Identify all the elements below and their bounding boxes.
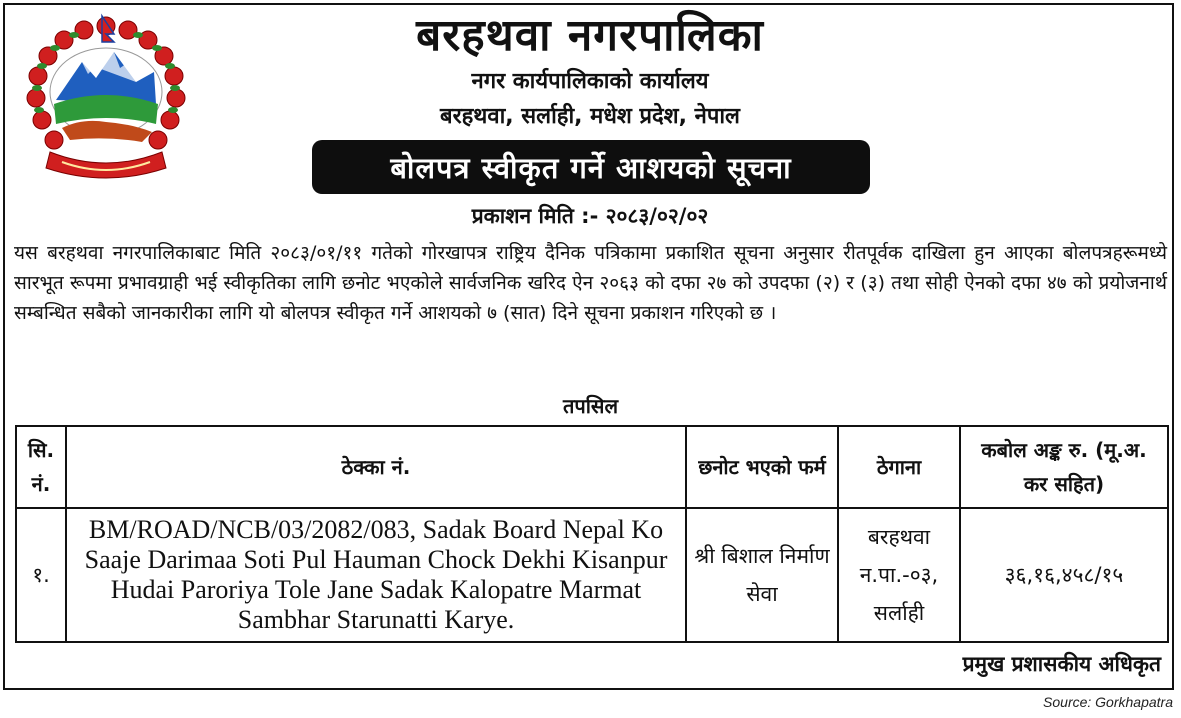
notice-title: बोलपत्र स्वीकृत गर्ने आशयको सूचना [312, 140, 870, 194]
notice-body: यस बरहथवा नगरपालिकाबाट मिति २०८३/०१/११ गतेको गोरखापत्र राष्ट्रिय दैनिक पत्रिकामा प्रकाशित सूचना अनुसार रीतपूर्वक दाखिला हुन आएका बोलपत्रहरूमध्ये सारभूत रूपमा प्रभावग्राही भई स्वीकृतिका लागि छनोट भएकोले सार्वजनिक खरिद ऐन २०६३ को दफा २७ को उपदफा (२) र (३) तथा सोही ऐनको दफा ४७ को प्रयोजनार्थ सम्बन्धित सबैको जानकारीका लागि यो बोलपत्र स्वीकृत गर्ने आशयको ७ (सात) दिने सूचना प्रकाशन गरिएको छ । [14, 242, 1167, 324]
header-sn: सि. नं. [16, 426, 66, 508]
cell-firm: श्री बिशाल निर्माण सेवा [686, 508, 838, 642]
cell-amount: ३६,१६,४५८/१५ [960, 508, 1168, 642]
publication-date: प्रकाशन मिति :- २०८३/०२/०२ [471, 204, 709, 228]
header-amount: कबोल अङ्क रु. (मू.अ. कर सहित) [960, 426, 1168, 508]
table-row [16, 508, 1168, 642]
signatory-title: प्रमुख प्रशासकीय अधिकृत [962, 652, 1161, 676]
section-title: तपसिल [562, 394, 619, 418]
tender-table [15, 425, 1169, 643]
municipality-title: बरहथवा नगरपालिका [416, 10, 764, 61]
header-address: ठेगाना [838, 426, 960, 508]
header-firm: छनोट भएको फर्म [686, 426, 838, 508]
header-contract: ठेक्का नं. [66, 426, 686, 508]
cell-contract: BM/ROAD/NCB/03/2082/083, Sadak Board Nepal Ko Saaje Darimaa Soti Pul Hauman Chock Dekhi Kisanpur Hudai Paroriya Tole Jane Sadak Kalopatre Marmat Sambhar Starunatti Karye. [66, 508, 686, 642]
cell-sn: १. [16, 508, 66, 642]
cell-address: बरहथवा न.पा.-०३, सर्लाही [838, 508, 960, 642]
source-credit: Source: Gorkhapatra [1043, 694, 1173, 710]
office-name: नगर कार्यपालिकाको कार्यालय [471, 69, 709, 94]
table-header-row [16, 426, 1168, 508]
nepal-emblem-icon [22, 12, 190, 182]
office-address: बरहथवा, सर्लाही, मधेश प्रदेश, नेपाल [440, 104, 740, 129]
